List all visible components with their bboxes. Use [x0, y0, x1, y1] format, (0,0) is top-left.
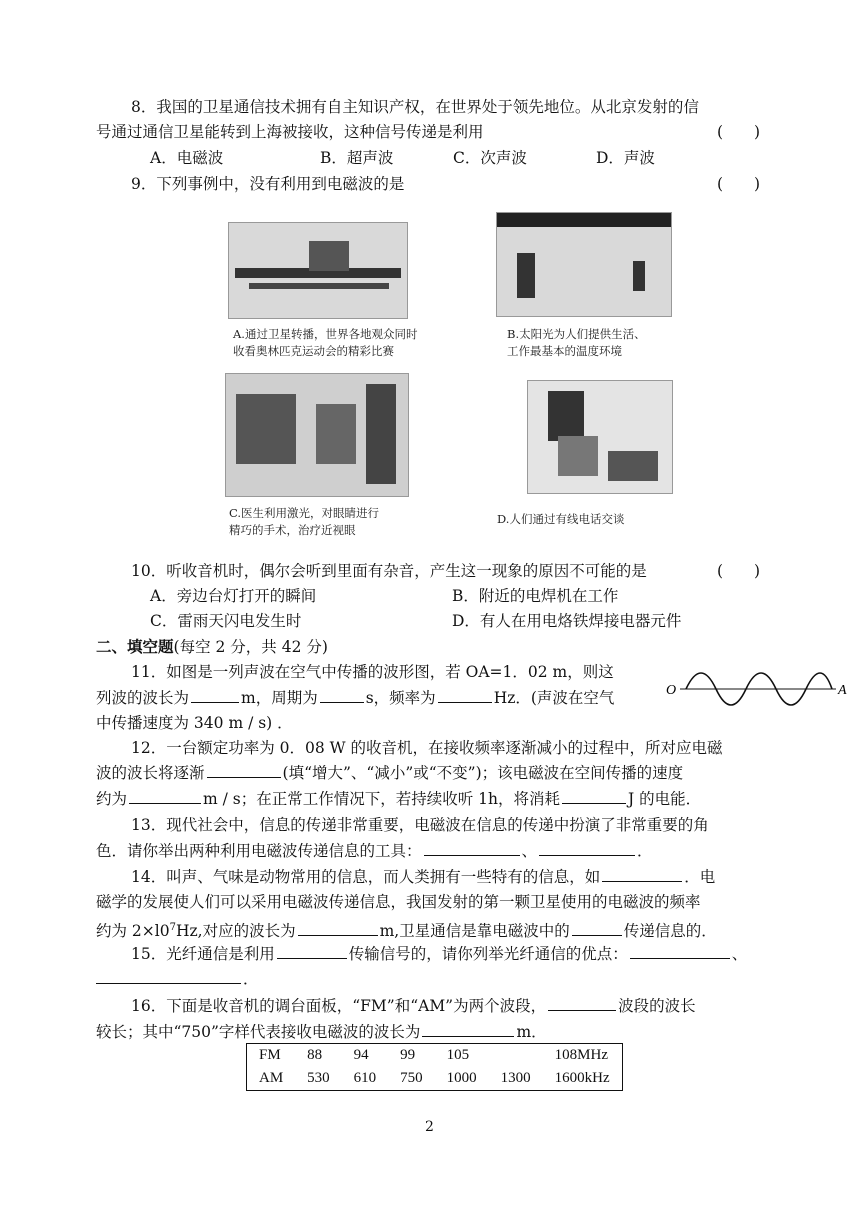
q8-option-b: B．超声波: [320, 149, 394, 167]
photo-sunlight: [496, 212, 672, 317]
q11-line3: 中传播速度为 340 m / s) ．: [96, 714, 293, 732]
tuner-row-am: [247, 1067, 623, 1091]
caption-b-line1: B.太阳光为人们提供生活、: [507, 327, 646, 341]
photo-wired-telephone: [527, 380, 673, 494]
caption-c-line2: 精巧的手术，治疗近视眼: [229, 523, 356, 537]
caption-c-line1: C.医生利用激光，对眼睛进行: [229, 506, 380, 520]
tuner-cell: 750: [400, 1070, 423, 1086]
caption-a-line2: 收看奥林匹克运动会的精彩比赛: [233, 344, 394, 358]
wave-label-a: A: [838, 683, 847, 698]
tuner-cell: 88: [307, 1047, 323, 1063]
q11-line2: 列波的波长为 m，周期为 s，频率为 Hz．(声波在空气: [96, 689, 615, 707]
q8-option-c: C．次声波: [453, 149, 527, 167]
tuner-cell: 108MHz: [554, 1047, 608, 1063]
q15-line2: ．: [96, 968, 259, 990]
radio-tuner-table: [246, 1043, 623, 1091]
q10-stem: 10．听收音机时，偶尔会听到里面有杂音，产生这一现象的原因不可能的是: [131, 562, 647, 580]
tuner-cell: AM: [259, 1070, 284, 1086]
tuner-row-fm: [247, 1044, 623, 1068]
q10-paren: ( ): [717, 562, 761, 580]
q9-stem: 9．下列事例中，没有利用到电磁波的是: [131, 175, 405, 193]
caption-a-line1: A.通过卫星转播，世界各地观众同时: [233, 327, 418, 341]
caption-d-line1: D.人们通过有线电话交谈: [497, 512, 625, 526]
q16-line1: 16．下面是收音机的调台面板，“FM”和“AM”为两个波段， 波段的波长: [131, 997, 696, 1015]
q10-option-a: A．旁边台灯打开的瞬间: [150, 587, 317, 605]
tuner-cell: 105: [446, 1047, 470, 1063]
tuner-cell: 94: [353, 1047, 369, 1063]
q10-option-d: D．有人在用电烙铁焊接电器元件: [452, 612, 682, 630]
q8-line2: 号通过通信卫星能转到上海被接收，这种信号传递是利用: [96, 123, 484, 141]
photo-satellite-broadcast: [228, 222, 408, 319]
tuner-cell: 99: [400, 1047, 416, 1063]
q10-option-b: B．附近的电焊机在工作: [452, 587, 619, 605]
q13-line2: 色．请你举出两种利用电磁波传递信息的工具： 、 ．: [96, 842, 653, 860]
q16-line2: 较长；其中“750”字样代表接收电磁波的波长为 m．: [96, 1023, 547, 1041]
q14-line1: 14．叫声、气味是动物常用的信息，而人类拥有一些特有的信息，如 ．电: [131, 868, 716, 886]
tuner-cell: 1000: [446, 1070, 477, 1086]
q15-line1: 15．光纤通信是利用 传输信号的，请你列举光纤通信的优点： 、: [131, 945, 748, 963]
q8-option-a: A．电磁波: [150, 149, 224, 167]
q11-line1: 11．如图是一列声波在空气中传播的波形图，若 OA=1．02 m，则这: [131, 663, 614, 681]
page-number: 2: [425, 1119, 434, 1135]
sound-waveform-diagram: [664, 660, 854, 720]
caption-b-line2: 工作最基本的温度环境: [507, 344, 622, 358]
tuner-cell: 610: [353, 1070, 377, 1086]
tuner-cell: 530: [307, 1070, 330, 1086]
tuner-cell: FM: [259, 1047, 281, 1063]
q12-line1: 12．一台额定功率为 0．08 W 的收音机，在接收频率逐渐减小的过程中，所对应电磁: [131, 739, 723, 757]
wave-label-o: O: [666, 683, 677, 698]
tuner-cell: 1300: [500, 1070, 531, 1086]
tuner-cell: 1600kHz: [554, 1070, 610, 1086]
q12-line3: 约为 m / s；在正常工作情况下，若持续收听 1h，将消耗 J 的电能．: [96, 790, 702, 808]
q8-line1: 8．我国的卫星通信技术拥有自主知识产权，在世界处于领先地位。从北京发射的信: [131, 98, 699, 116]
q8-paren: ( ): [717, 123, 761, 141]
q14-line3: 约为 $2\times l0^7Hz$,对应的波长为 m,卫星通信是靠电磁波中的 传递信息的．: [96, 922, 717, 941]
q12-line2: 波的波长将逐渐 (填“增大”、“减小”或“不变”)；该电磁波在空间传播的速度: [96, 764, 684, 782]
section-heading: 二、填空题(每空 2 分，共 42 分): [96, 637, 328, 656]
q8-option-d: D．声波: [596, 149, 655, 167]
photo-laser-eye-surgery: [225, 373, 409, 497]
tuner-cell: [489, 1044, 543, 1068]
q13-line1: 13．现代社会中，信息的传递非常重要，电磁波在信息的传递中扮演了非常重要的角: [131, 816, 709, 834]
q14-line2: 磁学的发展使人们可以采用电磁波传递信息，我国发射的第一颗卫星使用的电磁波的频率: [96, 893, 701, 911]
q10-option-c: C．雷雨天闪电发生时: [150, 612, 302, 630]
q9-paren: ( ): [717, 175, 761, 193]
